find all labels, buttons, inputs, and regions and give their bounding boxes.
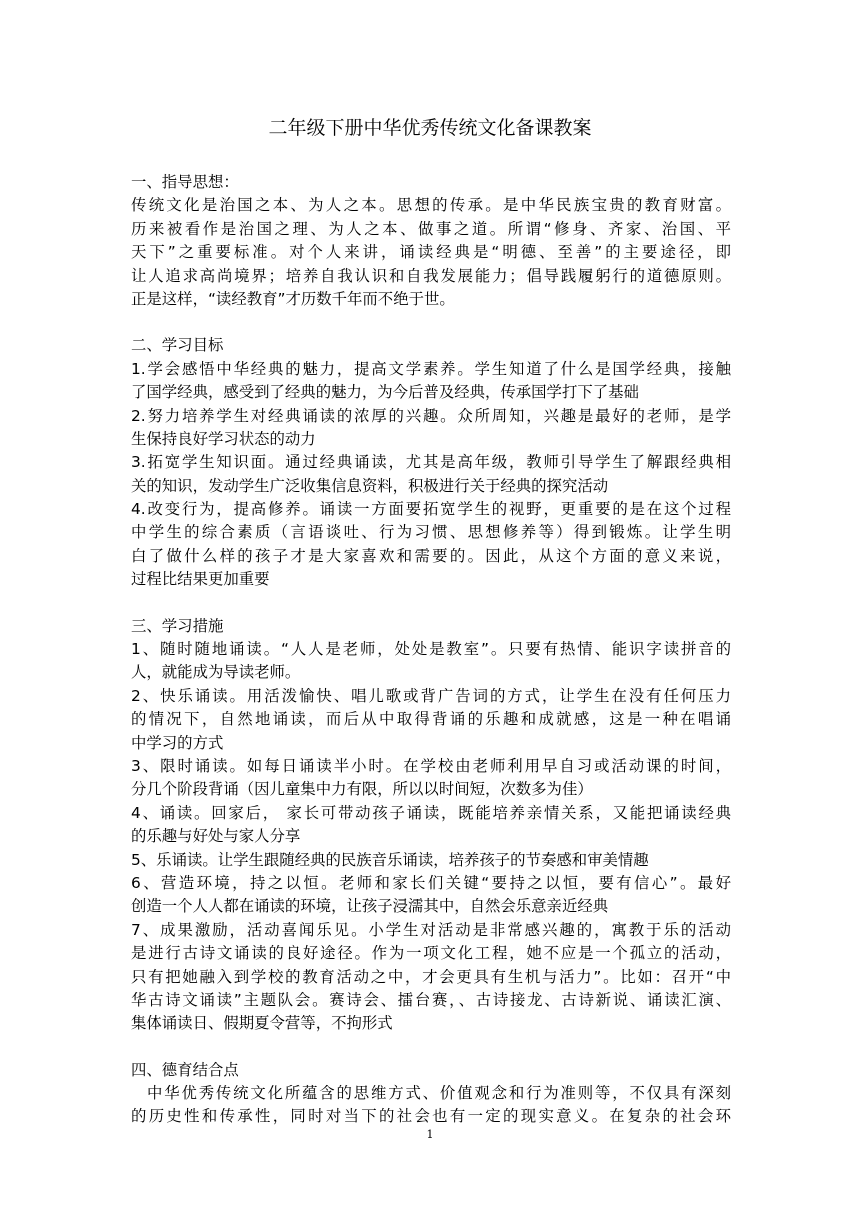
paragraph-line: 7、成果激励，活动喜闻乐见。小学生对活动是非常感兴趣的，寓教于乐的活动 xyxy=(131,920,731,939)
document-title: 二年级下册中华优秀传统文化备课教案 xyxy=(268,117,592,139)
paragraph-line: 4.改变行为，提高修养。诵读一方面要拓宽学生的视野，更重要的是在这个过程 xyxy=(131,500,731,519)
section-learning-goals xyxy=(131,334,731,591)
paragraph-line: 1、随时随地诵读。“人人是老师，处处是教室”。只要有热情、能识字读拼音的 xyxy=(131,640,731,659)
paragraph-line: 的历史性和传承性，同时对当下的社会也有一定的现实意义。在复杂的社会环 xyxy=(131,1107,731,1126)
section-heading: 四、德育结合点 xyxy=(131,1060,239,1079)
paragraph-line: 1.学会感悟中华经典的魅力，提高文学素养。学生知道了什么是国学经典，接触 xyxy=(131,359,731,378)
paragraph-line: 6、营造环境，持之以恒。老师和家长们关键“要持之以恒，要有信心”。最好 xyxy=(131,873,731,892)
paragraph-line: 历来被看作是治国之理、为人之本、做事之道。所谓“修身、齐家、治国、平 xyxy=(131,219,731,238)
paragraph-line: 4、诵读。回家后， 家长可带动孩子诵读，既能培养亲情关系，又能把诵读经典 xyxy=(131,803,731,822)
page-number: 1 xyxy=(426,1128,434,1141)
paragraph-line: 5、乐诵读。让学生跟随经典的民族音乐诵读，培养孩子的节奏感和审美情趣 xyxy=(131,850,649,869)
paragraph-line: 是进行古诗文诵读的良好途径。作为一项文化工程，她不应是一个孤立的活动， xyxy=(131,944,731,963)
paragraph-line: 的乐趣与好处与家人分享 xyxy=(131,827,301,846)
paragraph-line: 让人追求高尚境界；培养自我认识和自我发展能力；倡导践履躬行的道德原则。 xyxy=(131,266,731,285)
document-body xyxy=(131,171,731,1152)
paragraph-line: 的情况下，自然地诵读，而后从中取得背诵的乐趣和成就感，这是一种在唱诵 xyxy=(131,710,731,729)
paragraph-line: 传统文化是治国之本、为人之本。思想的传承。是中华民族宝贵的教育财富。 xyxy=(131,196,731,215)
paragraph-line: 生保持良好学习状态的动力 xyxy=(131,429,316,448)
section-heading: 一、指导思想： xyxy=(131,173,239,191)
paragraph-line: 中华优秀传统文化所蕴含的思维方式、价值观念和行为准则等，不仅具有深刻 xyxy=(147,1084,731,1103)
paragraph-line: 集体诵读日、假期夏令营等，不拘形式 xyxy=(131,1014,393,1033)
paragraph-line: 正是这样，“读经教育”才历数千年而不绝于世。 xyxy=(131,289,455,308)
paragraph-line: 人，就能成为导读老师。 xyxy=(131,663,301,682)
paragraph-line: 3、限时诵读。如每日诵读半小时。在学校由老师利用早自习或活动课的时间， xyxy=(131,756,731,775)
section-learning-measures xyxy=(131,615,731,1036)
paragraph-line: 关的知识，发动学生广泛收集信息资料，积极进行关于经典的探究活动 xyxy=(131,476,609,495)
paragraph-line: 分几个阶段背诵（因儿童集中力有限，所以以时间短，次数多为佳） xyxy=(131,780,593,799)
section-moral-education xyxy=(131,1059,731,1129)
paragraph-line: 白了做什么样的孩子才是大家喜欢和需要的。因此，从这个方面的意义来说， xyxy=(131,546,731,565)
paragraph-line: 中学习的方式 xyxy=(131,733,224,752)
paragraph-line: 2、快乐诵读。用活泼愉快、唱儿歌或背广告词的方式，让学生在没有任何压力 xyxy=(131,686,731,705)
paragraph-line: 过程比结果更加重要 xyxy=(131,570,270,589)
section-heading: 二、学习目标 xyxy=(131,336,224,355)
paragraph-line: 只有把她融入到学校的教育活动之中，才会更具有生机与活力”。比如：召开“中 xyxy=(131,967,731,986)
section-guiding-thought xyxy=(131,171,731,311)
paragraph-line: 创造一个人人都在诵读的环境，让孩子浸濡其中，自然会乐意亲近经典 xyxy=(131,897,609,916)
paragraph-line: 了国学经典，感受到了经典的魅力，为今后普及经典，传承国学打下了基础 xyxy=(131,383,639,402)
paragraph-line: 华古诗文诵读”主题队会。赛诗会、擂台赛，、古诗接龙、古诗新说、诵读汇演、 xyxy=(131,990,731,1009)
section-heading: 三、学习措施 xyxy=(131,616,224,635)
paragraph-line: 2.努力培养学生对经典诵读的浓厚的兴趣。众所周知，兴趣是最好的老师，是学 xyxy=(131,406,731,425)
paragraph-line: 中学生的综合素质（言语谈吐、行为习惯、思想修养等）得到锻炼。让学生明 xyxy=(131,523,731,542)
paragraph-line: 天下”之重要标准。对个人来讲，诵读经典是“明德、至善”的主要途径，即 xyxy=(131,243,731,262)
paragraph-line: 3.拓宽学生知识面。通过经典诵读，尤其是高年级，教师引导学生了解跟经典相 xyxy=(131,453,731,472)
